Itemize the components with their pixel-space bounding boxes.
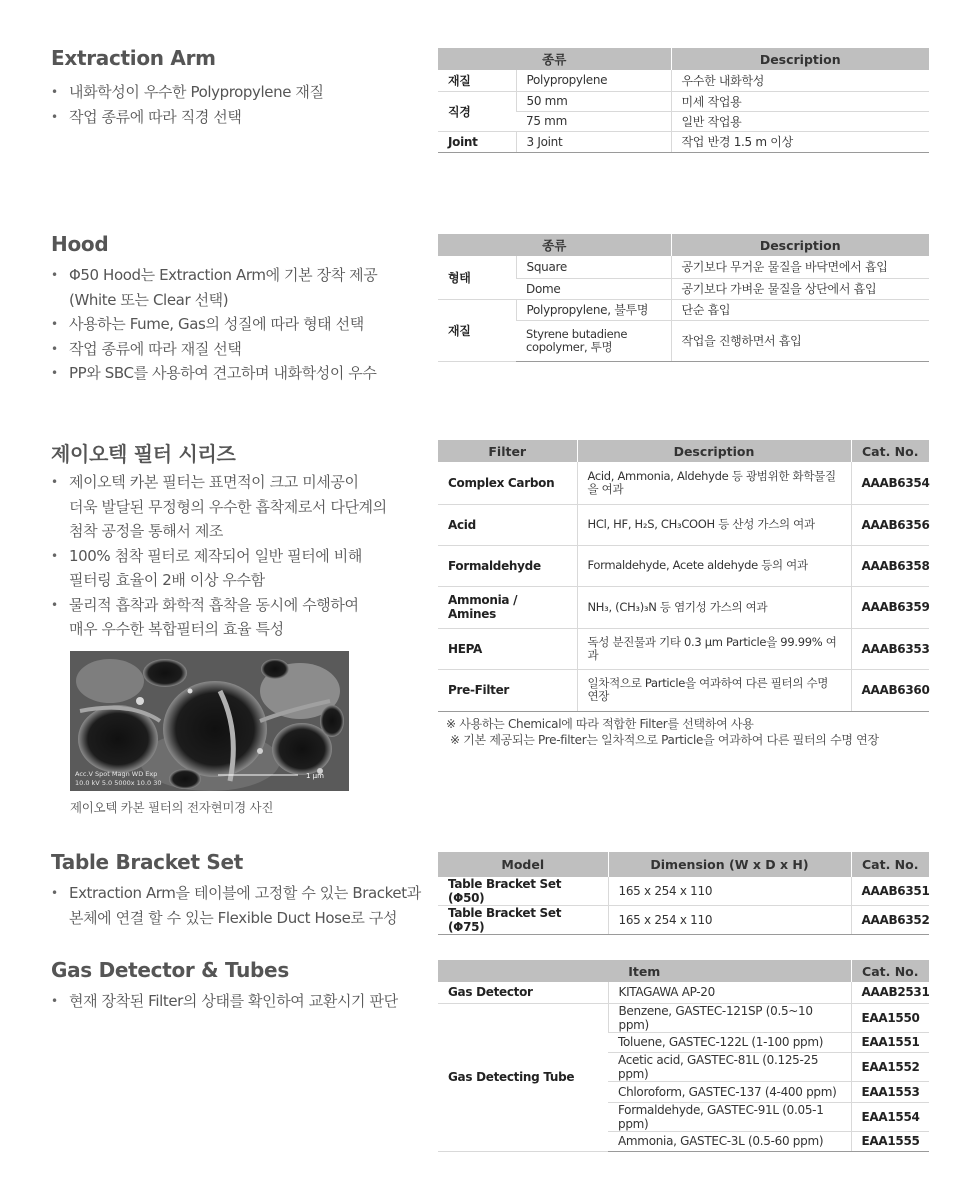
filter-name: Acid [438, 504, 577, 545]
bullet-item: • 제이오텍 카본 필터는 표면적이 크고 미세공이 더욱 발달된 무정형의 우수한 흡착제로서 다단계의 첨착 공정을 통해서 제조 [51, 470, 431, 544]
cat-no-cell: AAAB6360 [851, 669, 929, 711]
cat-no-cell: AAAB6356 [851, 504, 929, 545]
cat-no-cell: EAA1553 [851, 1082, 929, 1103]
description-cell: 단순 흡입 [671, 299, 929, 320]
row-label: 재질 [438, 70, 516, 91]
model-cell: Table Bracket Set (Φ50) [438, 877, 608, 906]
description-cell: 독성 분진물과 기타 0.3 μm Particle을 99.99% 여과 [577, 628, 851, 669]
description-cell: 작업을 진행하면서 흡입 [671, 320, 929, 361]
filter-table [438, 440, 929, 712]
gas-bullets [51, 989, 441, 1014]
description-cell: 미세 작업용 [671, 91, 929, 111]
table-row [438, 504, 929, 545]
cat-no-cell: EAA1552 [851, 1053, 929, 1082]
dimension-cell: 165 x 254 x 110 [608, 877, 851, 906]
description-cell: 공기보다 무거운 물질을 바닥면에서 흡입 [671, 256, 929, 278]
sem-info-label: Acc.V Spot Magn WD Exp [75, 770, 158, 778]
sem-image [70, 651, 349, 791]
filter-name: Formaldehyde [438, 545, 577, 586]
dimension-cell: 165 x 254 x 110 [608, 906, 851, 935]
filter-name: Ammonia / Amines [438, 586, 577, 628]
bullet-item: • Extraction Arm을 테이블에 고정할 수 있는 Bracket과 본체에 연결 할 수 있는 Flexible Duct Hose로 구성 [51, 881, 441, 930]
table-row [438, 669, 929, 711]
gas-table [438, 960, 929, 1152]
cat-no-cell: EAA1555 [851, 1131, 929, 1152]
description-cell: 작업 반경 1.5 m 이상 [671, 131, 929, 152]
model-cell: Table Bracket Set (Φ75) [438, 906, 608, 935]
note-line: ※ 기본 제공되는 Pre-filter는 일차적으로 Particle을 여과하여 다른 필터의 수명 연장 [450, 733, 879, 747]
bullet-item: • 100% 첨착 필터로 제작되어 일반 필터에 비해 필터링 효율이 2배 이상 우수함 [51, 544, 431, 593]
table-header-row [438, 440, 929, 462]
description-cell: NH₃, (CH₃)₃N 등 염기성 가스의 여과 [577, 586, 851, 628]
column-header: Filter [438, 440, 577, 462]
row-label: 직경 [438, 91, 516, 131]
table-row [438, 906, 929, 935]
table-header-row [438, 852, 929, 877]
type-cell: Dome [516, 278, 671, 299]
type-cell: Polypropylene [516, 70, 671, 91]
item-cell: Benzene, GASTEC-121SP (0.5~10 ppm) [608, 1003, 851, 1032]
table-row [438, 131, 929, 152]
filter-bullets [51, 470, 431, 642]
extraction-arm-bullets [51, 80, 431, 129]
hood-bullets [51, 263, 431, 386]
bullet-item: • 현재 장착된 Filter의 상태를 확인하여 교환시기 판단 [51, 989, 441, 1014]
column-header: Cat. No. [851, 440, 929, 462]
bracket-title: Table Bracket Set [51, 850, 243, 874]
type-cell: Square [516, 256, 671, 278]
bracket-bullets [51, 881, 441, 930]
hood-title: Hood [51, 232, 109, 256]
column-header: 종류 [438, 48, 671, 70]
hood-table [438, 234, 929, 362]
cat-no-cell: EAA1551 [851, 1032, 929, 1053]
sem-scale-label: 1 μm [306, 772, 324, 780]
description-cell: Formaldehyde, Acete aldehyde 등의 여과 [577, 545, 851, 586]
table-row [438, 877, 929, 906]
table-header-row [438, 960, 929, 982]
bullet-item: • PP와 SBC를 사용하여 견고하며 내화학성이 우수 [51, 361, 431, 386]
bullet-item: • 작업 종류에 따라 직경 선택 [51, 105, 431, 130]
type-cell: Styrene butadiene copolymer, 투명 [516, 320, 671, 361]
column-header: Dimension (W x D x H) [608, 852, 851, 877]
row-label: 형태 [438, 256, 516, 299]
description-cell: Acid, Ammonia, Aldehyde 등 광범위한 화학물질을 여과 [577, 462, 851, 504]
cat-no-cell: AAAB6359 [851, 586, 929, 628]
item-cell: Ammonia, GASTEC-3L (0.5-60 ppm) [608, 1131, 851, 1152]
description-cell: 우수한 내화학성 [671, 70, 929, 91]
bracket-table [438, 852, 929, 935]
row-label: Joint [438, 131, 516, 152]
cat-no-cell: AAAB6354 [851, 462, 929, 504]
photo-caption: 제이오텍 카본 필터의 전자현미경 사진 [70, 800, 274, 815]
item-cell: Chloroform, GASTEC-137 (4-400 ppm) [608, 1082, 851, 1103]
table-row [438, 545, 929, 586]
cat-no-cell: AAAB6353 [851, 628, 929, 669]
item-cell: Toluene, GASTEC-122L (1-100 ppm) [608, 1032, 851, 1053]
sem-info-values: 10.0 kV 5.0 5000x 10.0 30 [75, 779, 162, 787]
table-row [438, 256, 929, 278]
bullet-item: • 사용하는 Fume, Gas의 성질에 따라 형태 선택 [51, 312, 431, 337]
item-cell: Acetic acid, GASTEC-81L (0.125-25 ppm) [608, 1053, 851, 1082]
filter-name: HEPA [438, 628, 577, 669]
filter-name: Complex Carbon [438, 462, 577, 504]
column-header: Cat. No. [851, 852, 929, 877]
bullet-item: • 작업 종류에 따라 재질 선택 [51, 337, 431, 362]
description-cell: HCl, HF, H₂S, CH₃COOH 등 산성 가스의 여과 [577, 504, 851, 545]
bullet-item: • Φ50 Hood는 Extraction Arm에 기본 장착 제공 (White 또는 Clear 선택) [51, 263, 431, 312]
extraction-arm-table [438, 48, 929, 153]
cat-no-cell: EAA1550 [851, 1003, 929, 1032]
column-header: Cat. No. [851, 960, 929, 982]
cat-no-cell: AAAB6351 [851, 877, 929, 906]
bullet-item: • 물리적 흡착과 화학적 흡착을 동시에 수행하여 매우 우수한 복합필터의 효율 특성 [51, 593, 431, 642]
cat-no-cell: EAA1554 [851, 1102, 929, 1131]
column-header: Model [438, 852, 608, 877]
cat-no-cell: AAAB2531 [851, 982, 929, 1003]
gas-title: Gas Detector & Tubes [51, 958, 289, 982]
column-header: Item [438, 960, 851, 982]
filter-notes [446, 716, 879, 748]
description-cell: 일차적으로 Particle을 여과하여 다른 필터의 수명 연장 [577, 669, 851, 711]
item-cell: KITAGAWA AP-20 [608, 982, 851, 1003]
table-row [438, 462, 929, 504]
type-cell: 75 mm [516, 111, 671, 131]
group-cell: Gas Detector [438, 982, 608, 1003]
table-row [438, 982, 929, 1003]
column-header: 종류 [438, 234, 671, 256]
table-row [438, 91, 929, 111]
table-row [438, 70, 929, 91]
table-row [438, 628, 929, 669]
table-row [438, 299, 929, 320]
table-header-row [438, 48, 929, 70]
filter-name: Pre-Filter [438, 669, 577, 711]
type-cell: 50 mm [516, 91, 671, 111]
item-cell: Formaldehyde, GASTEC-91L (0.05-1 ppm) [608, 1102, 851, 1131]
table-header-row [438, 234, 929, 256]
table-row [438, 1003, 929, 1032]
description-cell: 공기보다 가벼운 물질을 상단에서 흡입 [671, 278, 929, 299]
table-row [438, 586, 929, 628]
cat-no-cell: AAAB6358 [851, 545, 929, 586]
bullet-item: • 내화학성이 우수한 Polypropylene 재질 [51, 80, 431, 105]
column-header: Description [577, 440, 851, 462]
type-cell: 3 Joint [516, 131, 671, 152]
group-cell: Gas Detecting Tube [438, 1003, 608, 1152]
row-label: 재질 [438, 299, 516, 361]
column-header: Description [671, 48, 929, 70]
note-line: ※ 사용하는 Chemical에 따라 적합한 Filter를 선택하여 사용 [446, 717, 754, 731]
type-cell: Polypropylene, 불투명 [516, 299, 671, 320]
description-cell: 일반 작업용 [671, 111, 929, 131]
carbon-filter-sem-photo [70, 651, 349, 791]
cat-no-cell: AAAB6352 [851, 906, 929, 935]
filter-title: 제이오텍 필터 시리즈 [51, 442, 236, 466]
extraction-arm-title: Extraction Arm [51, 46, 216, 70]
column-header: Description [671, 234, 929, 256]
